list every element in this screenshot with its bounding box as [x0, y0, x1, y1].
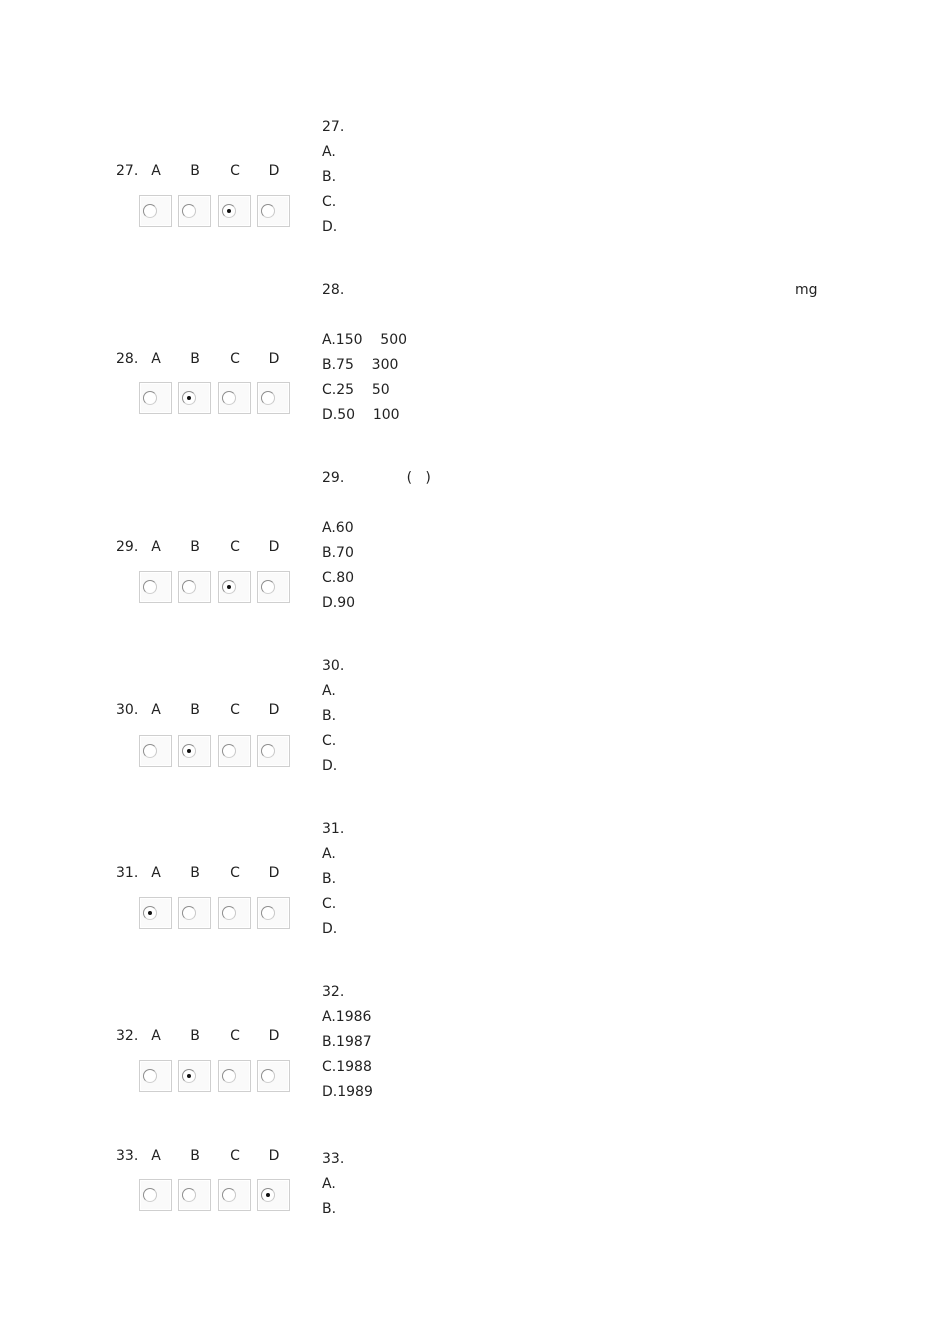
radio-option-b[interactable] [178, 1179, 211, 1211]
question-text [322, 278, 407, 428]
option-letter-d: D [268, 1028, 280, 1044]
question-line: C. [322, 194, 337, 210]
radio-circle-icon[interactable] [182, 204, 196, 218]
radio-option-d[interactable] [257, 195, 290, 227]
answer-radio-group [139, 897, 299, 931]
question-stem: 29. ( ) [322, 470, 431, 486]
radio-option-b[interactable] [178, 382, 211, 414]
radio-option-c[interactable] [218, 897, 251, 929]
option-letter-c: C [230, 351, 240, 367]
radio-option-b[interactable] [178, 571, 211, 603]
radio-option-c[interactable] [218, 1179, 251, 1211]
question-text [322, 817, 344, 942]
radio-option-d[interactable] [257, 897, 290, 929]
radio-option-a[interactable] [139, 897, 172, 929]
option-letter-b: B [190, 163, 200, 179]
option-letter-a: A [151, 163, 161, 179]
option-letter-b: B [190, 351, 200, 367]
option-letter-d: D [268, 1148, 280, 1164]
option-letter-b: B [190, 865, 200, 881]
question-text [322, 1147, 344, 1222]
option-letter-b: B [190, 1028, 200, 1044]
question-line: A. [322, 144, 336, 160]
radio-option-d[interactable] [257, 1060, 290, 1092]
question-line: B.1987 [322, 1034, 372, 1050]
question-stem: 31. [322, 821, 345, 837]
answer-radio-group [139, 1179, 299, 1213]
radio-circle-icon[interactable] [222, 906, 236, 920]
radio-circle-icon[interactable] [261, 906, 275, 920]
radio-circle-icon[interactable] [222, 1188, 236, 1202]
question-line: D.1989 [322, 1084, 373, 1100]
question-stem: 32. [322, 984, 345, 1000]
radio-circle-icon[interactable] [143, 580, 157, 594]
option-letter-b: B [190, 1148, 200, 1164]
radio-circle-icon[interactable] [261, 580, 275, 594]
question-line: C. [322, 896, 337, 912]
radio-circle-icon[interactable] [182, 580, 196, 594]
radio-circle-icon[interactable] [261, 204, 275, 218]
radio-option-a[interactable] [139, 735, 172, 767]
question-line [322, 491, 431, 516]
radio-circle-icon[interactable] [261, 1188, 275, 1202]
question-stem: 27. [322, 119, 345, 135]
option-letter-d: D [268, 702, 280, 718]
radio-circle-icon[interactable] [143, 1069, 157, 1083]
option-letter-b: B [190, 702, 200, 718]
radio-circle-icon[interactable] [222, 204, 236, 218]
option-letter-c: C [230, 1028, 240, 1044]
option-letter-d: D [268, 539, 280, 555]
option-letter-b: B [190, 539, 200, 555]
radio-option-d[interactable] [257, 1179, 290, 1211]
question-line [322, 303, 407, 328]
question-line: D.50 100 [322, 407, 400, 423]
question-text [322, 980, 373, 1105]
option-letter-c: C [230, 702, 240, 718]
question-line: A. [322, 683, 336, 699]
radio-dot-icon [227, 209, 231, 213]
question-number: 27. [116, 163, 139, 179]
option-letter-c: C [230, 539, 240, 555]
radio-option-a[interactable] [139, 195, 172, 227]
question-line: C.25 50 [322, 382, 390, 398]
question-line: B. [322, 169, 337, 185]
question-line: D. [322, 219, 338, 235]
radio-dot-icon [187, 396, 191, 400]
question-number: 33. [116, 1148, 139, 1164]
answer-radio-group [139, 735, 299, 769]
radio-circle-icon[interactable] [182, 1069, 196, 1083]
question-stem: 30. [322, 658, 345, 674]
answer-radio-group [139, 382, 299, 416]
radio-circle-icon[interactable] [182, 744, 196, 758]
radio-circle-icon[interactable] [143, 204, 157, 218]
option-letter-c: C [230, 163, 240, 179]
question-stem: 33. [322, 1151, 345, 1167]
radio-option-c[interactable] [218, 735, 251, 767]
radio-option-b[interactable] [178, 735, 211, 767]
option-letter-a: A [151, 865, 161, 881]
radio-option-b[interactable] [178, 1060, 211, 1092]
option-letter-a: A [151, 1028, 161, 1044]
option-letter-a: A [151, 539, 161, 555]
radio-option-d[interactable] [257, 735, 290, 767]
question-number: 32. [116, 1028, 139, 1044]
question-line: D. [322, 758, 338, 774]
radio-option-c[interactable] [218, 382, 251, 414]
radio-circle-icon[interactable] [222, 391, 236, 405]
option-letter-c: C [230, 865, 240, 881]
radio-circle-icon[interactable] [222, 1069, 236, 1083]
question-line: A. [322, 1176, 336, 1192]
question-line: B.70 [322, 545, 354, 561]
question-line: A. [322, 846, 336, 862]
option-letter-d: D [268, 163, 280, 179]
radio-circle-icon[interactable] [182, 906, 196, 920]
radio-circle-icon[interactable] [261, 744, 275, 758]
radio-option-b[interactable] [178, 897, 211, 929]
radio-option-b[interactable] [178, 195, 211, 227]
question-line: C. [322, 733, 337, 749]
radio-option-c[interactable] [218, 195, 251, 227]
answer-radio-group [139, 571, 299, 605]
radio-option-d[interactable] [257, 571, 290, 603]
radio-circle-icon[interactable] [261, 1069, 275, 1083]
radio-option-a[interactable] [139, 1179, 172, 1211]
radio-circle-icon[interactable] [143, 906, 157, 920]
question-line: C.80 [322, 570, 355, 586]
option-letter-a: A [151, 702, 161, 718]
option-letter-c: C [230, 1148, 240, 1164]
answer-radio-group [139, 1060, 299, 1094]
radio-option-a[interactable] [139, 571, 172, 603]
radio-dot-icon [187, 749, 191, 753]
option-letter-a: A [151, 351, 161, 367]
radio-circle-icon[interactable] [261, 391, 275, 405]
option-letter-d: D [268, 865, 280, 881]
radio-dot-icon [187, 1074, 191, 1078]
question-number: 29. [116, 539, 139, 555]
question-number: 28. [116, 351, 139, 367]
option-letter-a: A [151, 1148, 161, 1164]
question-text [322, 654, 344, 779]
question-line: D. [322, 921, 338, 937]
radio-circle-icon[interactable] [143, 744, 157, 758]
radio-option-a[interactable] [139, 382, 172, 414]
option-letter-d: D [268, 351, 280, 367]
question-line: A.150 500 [322, 332, 408, 348]
question-line: B. [322, 1201, 337, 1217]
question-line: A.60 [322, 520, 354, 536]
radio-dot-icon [148, 911, 152, 915]
radio-option-c[interactable] [218, 571, 251, 603]
radio-option-c[interactable] [218, 1060, 251, 1092]
radio-circle-icon[interactable] [182, 391, 196, 405]
question-line: D.90 [322, 595, 356, 611]
radio-option-d[interactable] [257, 382, 290, 414]
question-stem: 28. [322, 282, 345, 298]
radio-dot-icon [227, 585, 231, 589]
radio-circle-icon[interactable] [143, 391, 157, 405]
unit-label: mg [795, 282, 818, 298]
question-text [322, 466, 431, 616]
radio-option-a[interactable] [139, 1060, 172, 1092]
question-line: B. [322, 708, 337, 724]
radio-dot-icon [266, 1193, 270, 1197]
radio-circle-icon[interactable] [222, 744, 236, 758]
question-number: 31. [116, 865, 139, 881]
question-line: B.75 300 [322, 357, 399, 373]
question-line: C.1988 [322, 1059, 372, 1075]
radio-circle-icon[interactable] [182, 1188, 196, 1202]
question-number: 30. [116, 702, 139, 718]
radio-circle-icon[interactable] [222, 580, 236, 594]
question-line: B. [322, 871, 337, 887]
answer-radio-group [139, 195, 299, 229]
radio-circle-icon[interactable] [143, 1188, 157, 1202]
question-text [322, 115, 344, 240]
question-line: A.1986 [322, 1009, 372, 1025]
